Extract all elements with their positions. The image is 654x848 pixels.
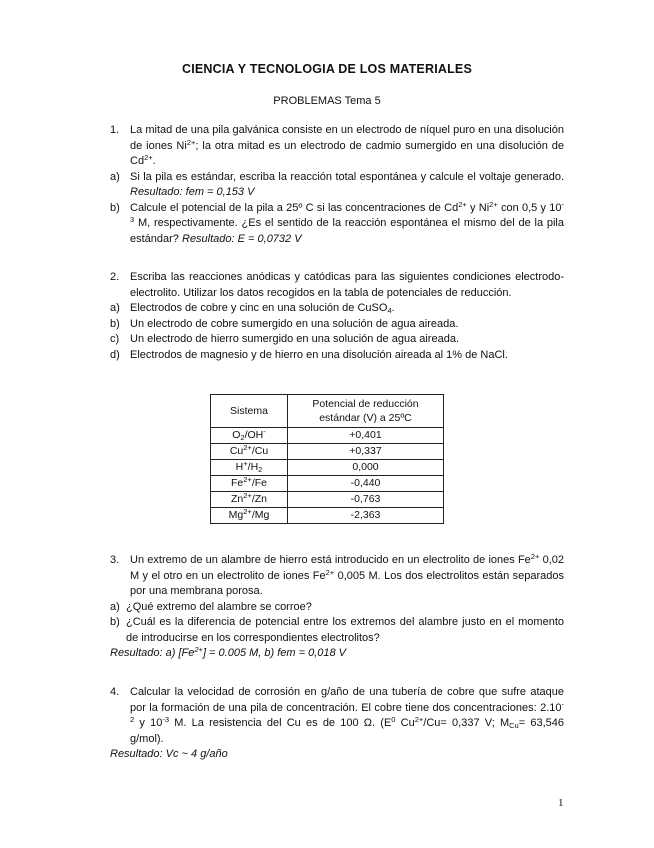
- text-run: La mitad de una pila galvánica consiste en un electrodo de níquel puro en una disolución de iones Ni: [130, 124, 564, 152]
- sup: -3: [162, 715, 169, 724]
- page-number: 1: [558, 797, 564, 809]
- text-run: /OH: [244, 429, 264, 441]
- sup: 2+: [458, 199, 467, 209]
- cell-potential: -0,763: [288, 492, 444, 508]
- part-label: c): [110, 333, 120, 345]
- problem-4-number: 4.: [110, 686, 120, 698]
- cell-system: [211, 444, 288, 460]
- text-run: y 10: [134, 717, 163, 729]
- text-run: /Fe: [251, 477, 267, 489]
- cell-potential: -0,440: [288, 476, 444, 492]
- table-row: [211, 492, 444, 508]
- text-run: Cu: [229, 445, 244, 457]
- document-title: CIENCIA Y TECNOLOGIA DE LOS MATERIALES: [181, 62, 473, 76]
- text-run: /Mg: [251, 509, 270, 521]
- text-run: /Zn: [251, 493, 267, 505]
- sup: 2+: [194, 645, 203, 654]
- sup: 0: [391, 715, 396, 724]
- part-label: b): [110, 616, 120, 628]
- problem-2-part-b: [110, 317, 564, 333]
- problem-1-number: 1.: [110, 124, 120, 136]
- cell-potential: -2,363: [288, 508, 444, 524]
- text-run: M, respectivamente. ¿Es el sentido de la reacción espontánea el mismo del de la pila estándar?: [130, 217, 564, 245]
- table-row: [211, 444, 444, 460]
- text-run: Cu: [395, 717, 415, 729]
- text-run: Calcule el potencial de la pila a 25º C si las concentraciones de Cd: [130, 201, 459, 214]
- problem-2: [110, 270, 564, 363]
- text-run: Escriba las reacciones anódicas y catódicas para las siguientes condiciones electrodo-electrolito. Utilizar los datos recogidos en la tabla de potenciales de reducción.: [130, 271, 564, 299]
- part-label: a): [110, 600, 120, 613]
- text-run: Resultado: a) [Fe: [110, 647, 195, 659]
- part-label: b): [110, 201, 120, 214]
- part-label: d): [110, 348, 120, 361]
- result-text: Resultado: fem = 0,153 V: [130, 186, 255, 198]
- part-label: b): [110, 317, 120, 330]
- table-header-row: [211, 395, 444, 428]
- text-run: Fe: [231, 477, 244, 489]
- cell-potential: +0,337: [288, 444, 444, 460]
- text-run: con 0,5 y 10: [497, 201, 562, 214]
- text-run: Un electrodo de cobre sumergido en una solución de agua aireada.: [130, 317, 459, 330]
- text-run: O: [232, 429, 241, 441]
- sup: 2+: [186, 137, 196, 147]
- problem-2-statement: [110, 270, 564, 301]
- problem-2-part-c: [110, 332, 564, 348]
- text-run: Zn: [231, 493, 244, 505]
- problem-3-result: [110, 646, 564, 662]
- sub: 2: [258, 465, 263, 474]
- text-run: /Cu: [251, 445, 269, 457]
- sup: 2+: [489, 199, 498, 209]
- sup: -: [263, 427, 266, 436]
- sub: 4: [387, 306, 392, 315]
- problem-4-result: Resultado: Vc ~ 4 g/año: [110, 748, 228, 760]
- sup: 2+: [243, 507, 252, 516]
- cell-system: [211, 476, 288, 492]
- text-run: 0,02 M y el otro en un electrolito de iones Fe: [130, 554, 564, 582]
- cell-potential: 0,000: [288, 460, 444, 476]
- header-line: Potencial de reducción: [312, 398, 419, 410]
- text-run: .: [391, 302, 395, 314]
- sub: Cu: [509, 721, 519, 730]
- table-row: [211, 428, 444, 444]
- cell-system: [211, 428, 288, 444]
- sup: 2+: [144, 153, 153, 162]
- part-label: a): [110, 302, 120, 314]
- problem-3-part-a: [110, 600, 564, 616]
- problem-4-statement: [110, 685, 564, 747]
- text-run: Si la pila es estándar, escriba la reacción total espontánea y calcule el voltaje generado.: [130, 170, 564, 183]
- sup: 2+: [243, 475, 252, 484]
- text-run: 0,005 M. Los dos electrolitos están separados por una membrana porosa.: [130, 569, 564, 597]
- text-run: Un extremo de un alambre de hierro está introducido en un electrolito de iones Fe: [130, 554, 531, 566]
- sup: 2+: [530, 552, 540, 561]
- table-body: [211, 428, 444, 524]
- text-run: Electrodos de cobre y cinc en una solución de CuSO: [130, 302, 388, 314]
- sup: 2+: [414, 715, 424, 724]
- cell-system: [211, 492, 288, 508]
- document-subtitle: PROBLEMAS Tema 5: [273, 95, 381, 107]
- text-run: Electrodos de magnesio y de hierro en una disolución aireada al 1% de NaCl.: [130, 348, 508, 361]
- result-text: Resultado: E = 0,0732 V: [182, 232, 302, 245]
- problem-1-part-b: [110, 201, 564, 248]
- problem-3-part-b: [110, 615, 564, 646]
- text-run: ; la otra mitad es un electrodo de cadmio sumergido en una disolución de Cd: [130, 139, 564, 167]
- problem-2-number: 2.: [110, 271, 120, 283]
- col-header-system: Sistema: [211, 395, 288, 428]
- problem-1: [110, 123, 564, 247]
- text-run: y Ni: [466, 201, 490, 214]
- sup: -2: [130, 699, 564, 724]
- text-run: = 63,546 g/mol).: [130, 717, 564, 745]
- col-header-potential: [288, 395, 444, 428]
- table-row: [211, 460, 444, 476]
- problem-2-part-a: [110, 301, 564, 317]
- problem-2-part-d: [110, 348, 564, 364]
- sup: 2+: [243, 443, 252, 452]
- header-line: estándar (V) a 25ºC: [319, 412, 412, 424]
- text-run: ¿Cuál es la diferencia de potencial entre los extremos del alambre justo en el momento de introducirse en los correspondientes electrolitos?: [126, 616, 564, 644]
- text-run: Mg: [228, 509, 244, 521]
- text-run: ¿Qué extremo del alambre se corroe?: [126, 600, 312, 613]
- problem-3-statement: [110, 553, 564, 600]
- sup: 2+: [325, 567, 335, 577]
- sup: +: [243, 459, 248, 468]
- cell-potential: +0,401: [288, 428, 444, 444]
- text-run: .: [152, 155, 156, 167]
- text-run: M. La resistencia del Cu es de 100 Ω. (E: [169, 717, 392, 729]
- text-run: H: [235, 461, 244, 473]
- cell-system: [211, 508, 288, 524]
- text-run: ] = 0.005 M, b) fem = 0,018 V: [202, 647, 347, 659]
- text-run: Calcular la velocidad de corrosión en g/año de una tubería de cobre que sufre ataque por la formación de una pila de concentración. El cobre tiene dos concentraciones: 2.10: [130, 686, 564, 714]
- sub: 2: [240, 433, 245, 442]
- reduction-potential-table: [210, 394, 444, 524]
- problem-4: [110, 685, 564, 763]
- table-row: [211, 476, 444, 492]
- text-run: /Cu= 0,337 V; M: [423, 717, 510, 729]
- problem-3-number: 3.: [110, 554, 120, 566]
- table-row: [211, 508, 444, 524]
- problem-1-part-a: [110, 170, 564, 201]
- cell-system: [211, 460, 288, 476]
- text-run: Un electrodo de hierro sumergido en una solución de agua aireada.: [130, 333, 459, 345]
- problem-3: [110, 553, 564, 662]
- sup: -3: [130, 199, 565, 224]
- sup: 2+: [243, 491, 252, 500]
- part-label: a): [110, 170, 120, 183]
- text-run: /H: [247, 461, 259, 473]
- problem-1-statement: [110, 123, 564, 170]
